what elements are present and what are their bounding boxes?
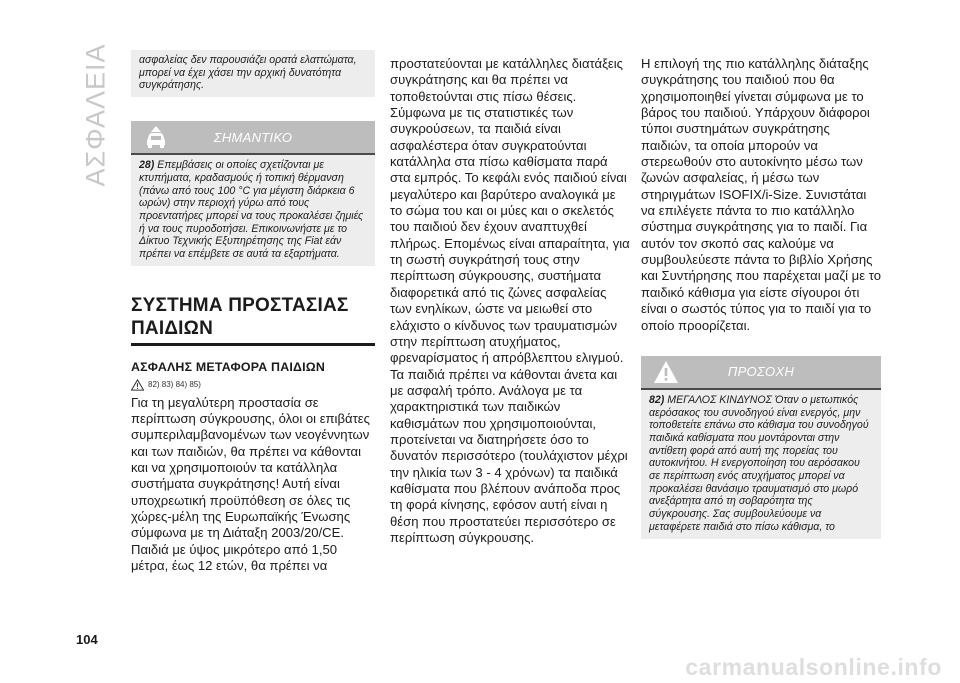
side-section-title (76, 43, 116, 187)
body-text-col1: Για τη μεγαλύτερη προστασία σε περίπτωση σύγκρουσης, όλοι οι επιβάτες συμπεριλαμβανομένων των νεογέννητων και των παιδιών, θα πρέπει να κάθονται και να χρησιμοποιούν τα κατάλληλα συστήματα συγκράτησης! Αυτή είναι υποχρεωτική προϋπόθεση σε όλες τις χώρες-μέλη της Ευρωπαϊκής Ένωσης σύμφωνα με τη Διάταξη 2003/20/CE. Παιδιά με ύψος μικρότερο από 1,50 μέτρα, έως 12 ετών, θα πρέπει να (131, 394, 370, 574)
important-note-number: 28) (139, 159, 155, 172)
column-2 (390, 46, 630, 546)
watermark-text: carmanualsonline.info (685, 653, 942, 680)
warning-callout-body (641, 388, 881, 539)
warning-icon (653, 359, 679, 385)
important-callout-header (131, 121, 375, 153)
important-callout (131, 121, 375, 266)
warning-note-number: 82) (649, 393, 665, 406)
important-callout-title: ΣΗΜΑΝΤΙΚΟ (213, 129, 293, 145)
warning-triangle-icon (131, 379, 144, 391)
warning-references (131, 379, 375, 391)
warning-references-text: 82) 83) 84) 85) (148, 380, 201, 390)
important-note-text: Επεμβάσεις οι οποίες σχετίζονται με κτυπήματα, κραδασμούς ή τοπική θέρμανση (πάνω από τους 100 °C για μέγιστη διάρκεια 6 ωρών) στην περιοχή γύρω από τους προεντατήρες μπορεί να τους προκαλέσει ζημιές ή να τους πυροδοτήσει. Επικοινωνήστε με το Δίκτυο Τεχνικής Εξυπηρέτησης της Fiat εάν πρέπει να επέμβετε σε αυτά τα εξαρτήματα. (139, 159, 364, 261)
watermark (0, 651, 960, 683)
continued-note-text: ασφαλείας δεν παρουσιάζει ορατά ελαττώματα, μπορεί να έχει χάσει την αρχική δυνατότητα συγκράτησης. (139, 54, 357, 92)
page-number: 104 (76, 632, 98, 647)
car-warning-icon (143, 124, 169, 150)
important-callout-body (131, 153, 375, 266)
continued-note-box (131, 50, 375, 97)
warning-callout-title: ΠΡΟΣΟΧΗ (727, 364, 795, 380)
column-1 (131, 46, 375, 575)
side-section-title-text: ΑΣΦΑΛΕΙΑ (80, 43, 111, 187)
warning-note-text: ΜΕΓΑΛΟΣ ΚΙΝΔΥΝΟΣ Όταν ο μετωπικός αερόσακος του συνοδηγού είναι ενεργός, μην τοποθετείτε επάνω στο κάθισμα του συνοδηγού παιδικά καθίσματα που μοντάρονται στην αντίθετη φορά από αυτή της πορείας του αυτοκινήτου. Η ενεργοποίηση του αερόσακου σε περίπτωση ενός ατυχήματος μπορεί να προκαλέσει θανάσιμο τραυματισμό στο μωρό ανεξάρτητα από τη σοβαρότητα της σύγκρουσης. Σας συμβουλεύουμε να μεταφέρετε παιδιά στο πίσω κάθισμα, το (649, 393, 869, 533)
body-text-col3: Η επιλογή της πιο κατάλληλης διάταξης συγκράτησης του παιδιού που θα χρησιμοποιηθεί γίνεται σύμφωνα με το βάρος του παιδιού. Υπάρχουν διάφοροι τύποι συστημάτων συγκράτησης παιδιών, τα οποία μπορούν να στερεωθούν στο αυτοκίνητο μέσω των ζωνών ασφαλείας, ή μέσω των στηριγμάτων ISOFIX/i-Size. Συνιστάται να επιλέγετε πάντα το πιο κατάλληλο σύστημα συγκράτησης για το παιδί. Για αυτόν τον σκοπό σας καλούμε να συμβουλεύεστε πάντα το βιβλίο Χρήσης και Συντήρησης που παρέχεται μαζί με το παιδικό κάθισμα για είστε σίγουροι ότι είναι ο σωστός τύπος για το παιδί για το οποίο προορίζεται. (641, 56, 881, 333)
section-title: ΣΥΣΤΗΜΑ ΠΡΟΣΤΑΣΙΑΣ ΠΑΙΔΙΩΝ (131, 294, 349, 339)
warning-callout (641, 356, 881, 539)
body-text-col2: προστατεύονται με κατάλληλες διατάξεις συγκράτησης και θα πρέπει να τοποθετούνται στις πίσω θέσεις. Σύμφωνα με τις στατιστικές των συγκρούσεων, τα παιδιά είναι ασφαλέστερα όταν συγκρατούνται κατάλληλα στα πίσω καθίσματα παρά στα εμπρός. Το κεφάλι ενός παιδιού είναι μεγαλύτερο και βαρύτερο αναλογικά με το σώμα του και οι μύες και ο σκελετός του παιδιού δεν έχουν αναπτυχθεί πλήρως. Επομένως είναι απαραίτητα, για τη σωστή συγκράτησή τους στην περίπτωση σύγκρουσης, συστήματα διαφορετικά από τις ζώνες ασφαλείας των ενηλίκων, ώστε να μειωθεί στο ελάχιστο ο κίνδυνος των τραυματισμών στην περίπτωση ατυχήματος, φρεναρίσματος ή απρόβλεπτου ελιγμού. Τα παιδιά πρέπει να κάθονται άνετα και με ασφαλή τρόπο. Ανάλογα με τα χαρακτηριστικά των παιδικών καθισμάτων που χρησιμοποιούνται, προτείνεται να διατηρήσετε όσο το δυνατόν περισσότερο (τουλάχιστον μέχρι την ηλικία των 3 - 4 χρόνων) τα παιδικά καθίσματα που βλέπουν ανάποδα προς τη φορά κίνησης, εφόσον αυτή είναι η θέση που προστατεύει περισσότερο σε περίπτωση σύγκρουσης. (390, 56, 630, 545)
column-3 (641, 46, 881, 539)
section-rule (131, 343, 375, 346)
subsection-title: ΑΣΦΑΛΗΣ ΜΕΤΑΦΟΡΑ ΠΑΙΔΙΩΝ (131, 359, 326, 374)
warning-callout-header (641, 356, 881, 388)
